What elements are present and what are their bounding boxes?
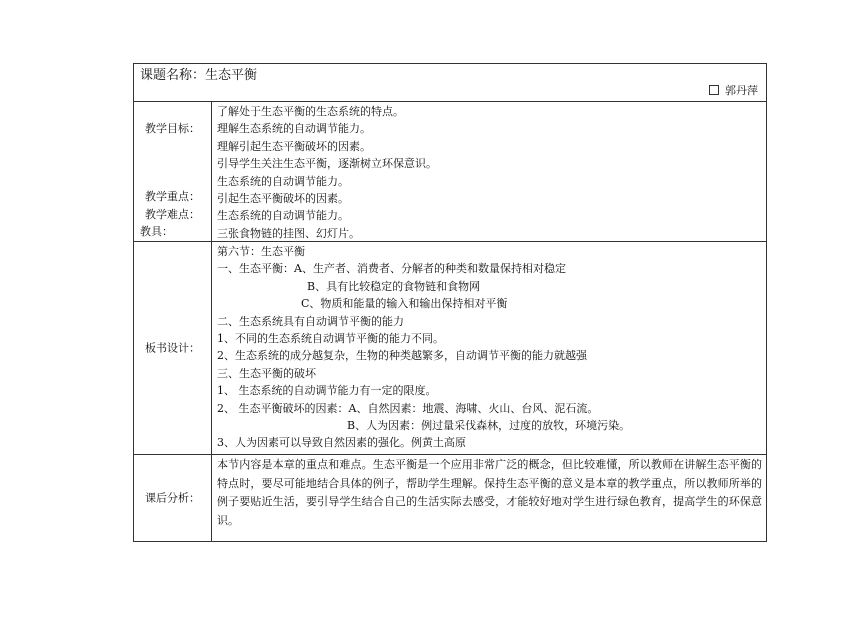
analysis-text: 本节内容是本章的重点和难点。生态平衡是一个应用非常广泛的概念，但比较难懂，所以教师在讲解生态平衡的特点时，要尽可能地结合具体的例子，帮助学生理解。保持生态平衡的意义是本章的教学重点，所以教师所举的例子要贴近生活，要引导学生结合自己的生活实际去感受，才能较好地对学生进行绿色教育，提高学生的环保意识。: [217, 458, 762, 527]
goals-content-cell: [212, 102, 766, 241]
key-point-line: 生态系统的自动调节能力。: [217, 174, 349, 188]
goal-line: 理解引起生态平衡破坏的因素。: [217, 139, 371, 153]
tools-label: 教具：: [140, 224, 173, 238]
board-line: 3、人为因素可以导致自然因素的强化。例黄土高原: [217, 436, 466, 450]
board-line: C、物质和能量的输入和输出保持相对平衡: [301, 297, 508, 311]
analysis-row: [134, 455, 766, 541]
board-line: 第六节：生态平衡: [217, 245, 305, 258]
goal-label: 教学目标：: [145, 122, 200, 135]
author-line: [709, 83, 758, 98]
tools-line: 三张食物链的挂图、幻灯片。: [217, 226, 360, 240]
board-line: 1、 生态系统的自动调节能力有一定的限度。: [217, 384, 437, 398]
board-line: 2、生态系统的成分越复杂，生物的种类越繁多，自动调节平衡的能力就越强: [217, 349, 587, 363]
analysis-label: 课后分析：: [145, 491, 200, 505]
board-line: 三、生态平衡的破坏: [217, 366, 316, 380]
board-line: B、具有比较稳定的食物链和食物网: [307, 279, 481, 293]
board-label: 板书设计：: [145, 341, 200, 355]
key-point-label: 教学重点：: [145, 190, 200, 204]
author-name: 郭丹萍: [725, 84, 758, 97]
goal-line: 理解生态系统的自动调节能力。: [217, 122, 371, 136]
difficulty-line: 引起生态平衡破坏的因素。: [217, 192, 349, 206]
goals-row: [134, 102, 766, 242]
goal-line: 了解处于生态平衡的生态系统的特点。: [217, 105, 404, 118]
difficulty-line: 生态系统的自动调节能力。: [217, 209, 349, 223]
title-row: [134, 64, 766, 102]
board-line: 1、不同的生态系统自动调节平衡的能力不同。: [217, 332, 444, 346]
board-line: 二、生态系统具有自动调节平衡的能力: [217, 314, 404, 328]
checkbox-icon: [709, 85, 719, 95]
lesson-title: 课题名称：生态平衡: [140, 68, 258, 83]
board-line: B、人为因素：例过量采伐森林，过度的放牧，环境污染。: [347, 419, 631, 433]
board-line: 一、生态平衡：A、生产者、消费者、分解者的种类和数量保持相对稳定: [217, 262, 566, 276]
board-row: [134, 242, 766, 455]
board-line: 2、 生态平衡破坏的因素：A、自然因素：地震、海啸、火山、台风、泥石流。: [217, 401, 599, 415]
difficulty-label: 教学难点：: [145, 207, 200, 221]
lesson-plan-table: [133, 63, 767, 542]
board-content-cell: [212, 242, 766, 454]
board-label-cell: [134, 242, 212, 454]
goal-line: 引导学生关注生态平衡，逐渐树立环保意识。: [217, 157, 437, 171]
analysis-label-cell: [134, 455, 212, 541]
goals-label-cell: [134, 102, 212, 241]
